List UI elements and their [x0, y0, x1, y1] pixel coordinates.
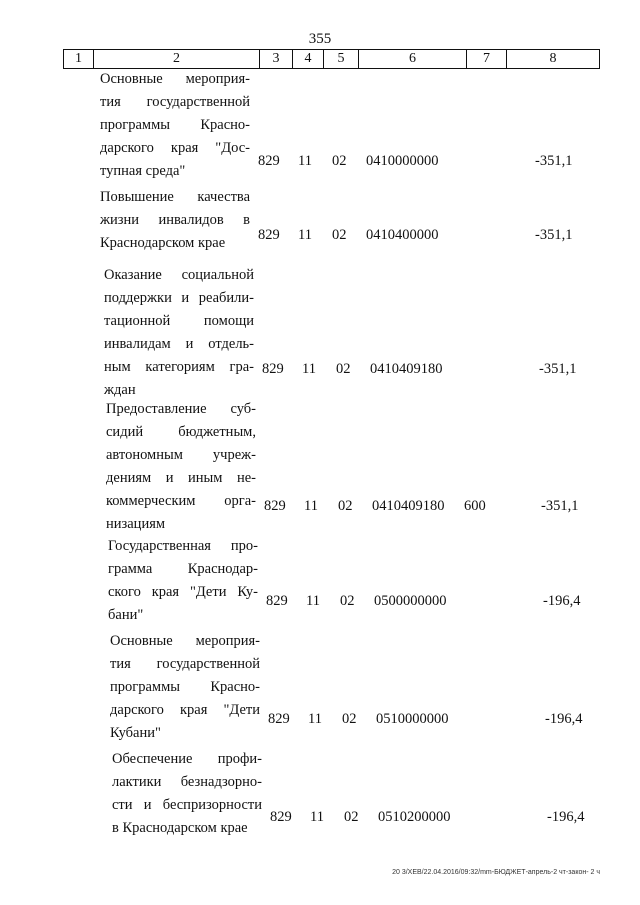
row-subsection-code: 02	[344, 809, 359, 825]
row-name-line: тия государственной	[110, 656, 260, 672]
row-amount: -351,1	[541, 498, 579, 514]
row-subsection-code: 02	[340, 593, 355, 609]
header-col-1: 1	[64, 50, 94, 68]
row-name-line: коммерческим орга-	[106, 493, 256, 509]
row-name-line: Основные мероприя-	[110, 633, 260, 649]
row-section-code: 11	[298, 227, 312, 243]
header-col-3: 3	[260, 50, 293, 68]
row-name-line: жизни инвалидов в	[100, 212, 250, 228]
row-name-line: низациям	[106, 516, 166, 532]
row-subsection-code: 02	[338, 498, 353, 514]
row-target-code: 0410400000	[366, 227, 439, 243]
row-section-code: 11	[306, 593, 320, 609]
row-amount: -196,4	[545, 711, 583, 727]
row-subsection-code: 02	[342, 711, 357, 727]
row-ministry-code: 829	[258, 153, 280, 169]
row-target-code: 0410409180	[370, 361, 443, 377]
row-section-code: 11	[298, 153, 312, 169]
row-name	[100, 186, 250, 255]
row-ministry-code: 829	[264, 498, 286, 514]
row-target-code: 0510200000	[378, 809, 451, 825]
row-ministry-code: 829	[270, 809, 292, 825]
row-name-line: Кубани"	[110, 725, 161, 741]
row-name-line: программы Красно-	[110, 679, 260, 695]
header-col-2: 2	[94, 50, 260, 68]
header-col-6: 6	[359, 50, 467, 68]
row-name-line: тационной помощи	[104, 313, 254, 329]
table-header	[63, 49, 600, 69]
row-name	[110, 630, 260, 745]
row-amount: -351,1	[539, 361, 577, 377]
row-name	[108, 535, 258, 627]
header-col-8: 8	[549, 51, 557, 66]
row-target-code: 0410000000	[366, 153, 439, 169]
row-ministry-code: 829	[268, 711, 290, 727]
row-name-line: бани"	[108, 607, 144, 623]
row-amount: -196,4	[547, 809, 585, 825]
row-name-line: дарского края "Дети	[110, 702, 260, 718]
row-name-line: ным категориям гра-	[104, 359, 254, 375]
row-name-line: тия государственной	[100, 94, 250, 110]
row-name-line: автономным учреж-	[106, 447, 256, 463]
row-name	[106, 398, 256, 536]
row-name-line: Оказание социальной	[104, 267, 254, 283]
row-name-line: поддержки и реабили-	[104, 290, 254, 306]
row-name-line: Обеспечение профи-	[112, 751, 262, 767]
header-col-7: 7	[467, 50, 507, 68]
row-section-code: 11	[308, 711, 322, 727]
row-name-line: Повышение качества	[100, 189, 250, 205]
row-target-code: 0510000000	[376, 711, 449, 727]
row-name-line: тупная среда"	[100, 163, 186, 179]
header-col-5: 5	[324, 50, 359, 68]
row-name-line: в Краснодарском крае	[112, 820, 248, 836]
row-name-line: Государственная про-	[108, 538, 258, 554]
row-name-line: Основные мероприя-	[100, 71, 250, 87]
row-name-line: Предоставление суб-	[106, 401, 256, 417]
row-name-line: Краснодарском крае	[100, 235, 226, 251]
row-subsection-code: 02	[332, 227, 347, 243]
row-target-code: 0500000000	[374, 593, 447, 609]
page-number: 355	[308, 31, 332, 47]
row-name-line: грамма Краснодар-	[108, 561, 258, 577]
header-col-4: 4	[293, 50, 324, 68]
row-ministry-code: 829	[258, 227, 280, 243]
row-section-code: 11	[310, 809, 324, 825]
row-name	[112, 748, 262, 840]
row-name-line: дениям и иным не-	[106, 470, 256, 486]
row-name-line: сти и беспризорности	[112, 797, 262, 813]
row-target-code: 0410409180	[372, 498, 445, 514]
row-subsection-code: 02	[336, 361, 351, 377]
row-section-code: 11	[302, 361, 316, 377]
row-name-line: лактики безнадзорно-	[112, 774, 262, 790]
row-ministry-code: 829	[266, 593, 288, 609]
row-name-line: сидий бюджетным,	[106, 424, 256, 440]
row-amount: -351,1	[535, 153, 573, 169]
row-section-code: 11	[304, 498, 318, 514]
row-name-line: программы Красно-	[100, 117, 250, 133]
row-name-line: ского края "Дети Ку-	[108, 584, 258, 600]
row-name-line: дарского края "Дос-	[100, 140, 250, 156]
row-ministry-code: 829	[262, 361, 284, 377]
row-amount: -196,4	[543, 593, 581, 609]
row-subsection-code: 02	[332, 153, 347, 169]
row-name-line: инвалидам и отдель-	[104, 336, 254, 352]
row-name	[100, 68, 250, 183]
row-amount: -351,1	[535, 227, 573, 243]
row-name-line: ждан	[104, 382, 136, 398]
footer-stamp: 20 3/ХЕВ/22.04.2016/09:32/mm-БЮДЖЕТ-апрель-2 чт-закон- 2 ч	[392, 869, 600, 876]
row-name	[104, 264, 254, 402]
row-expense-type: 600	[464, 498, 486, 514]
